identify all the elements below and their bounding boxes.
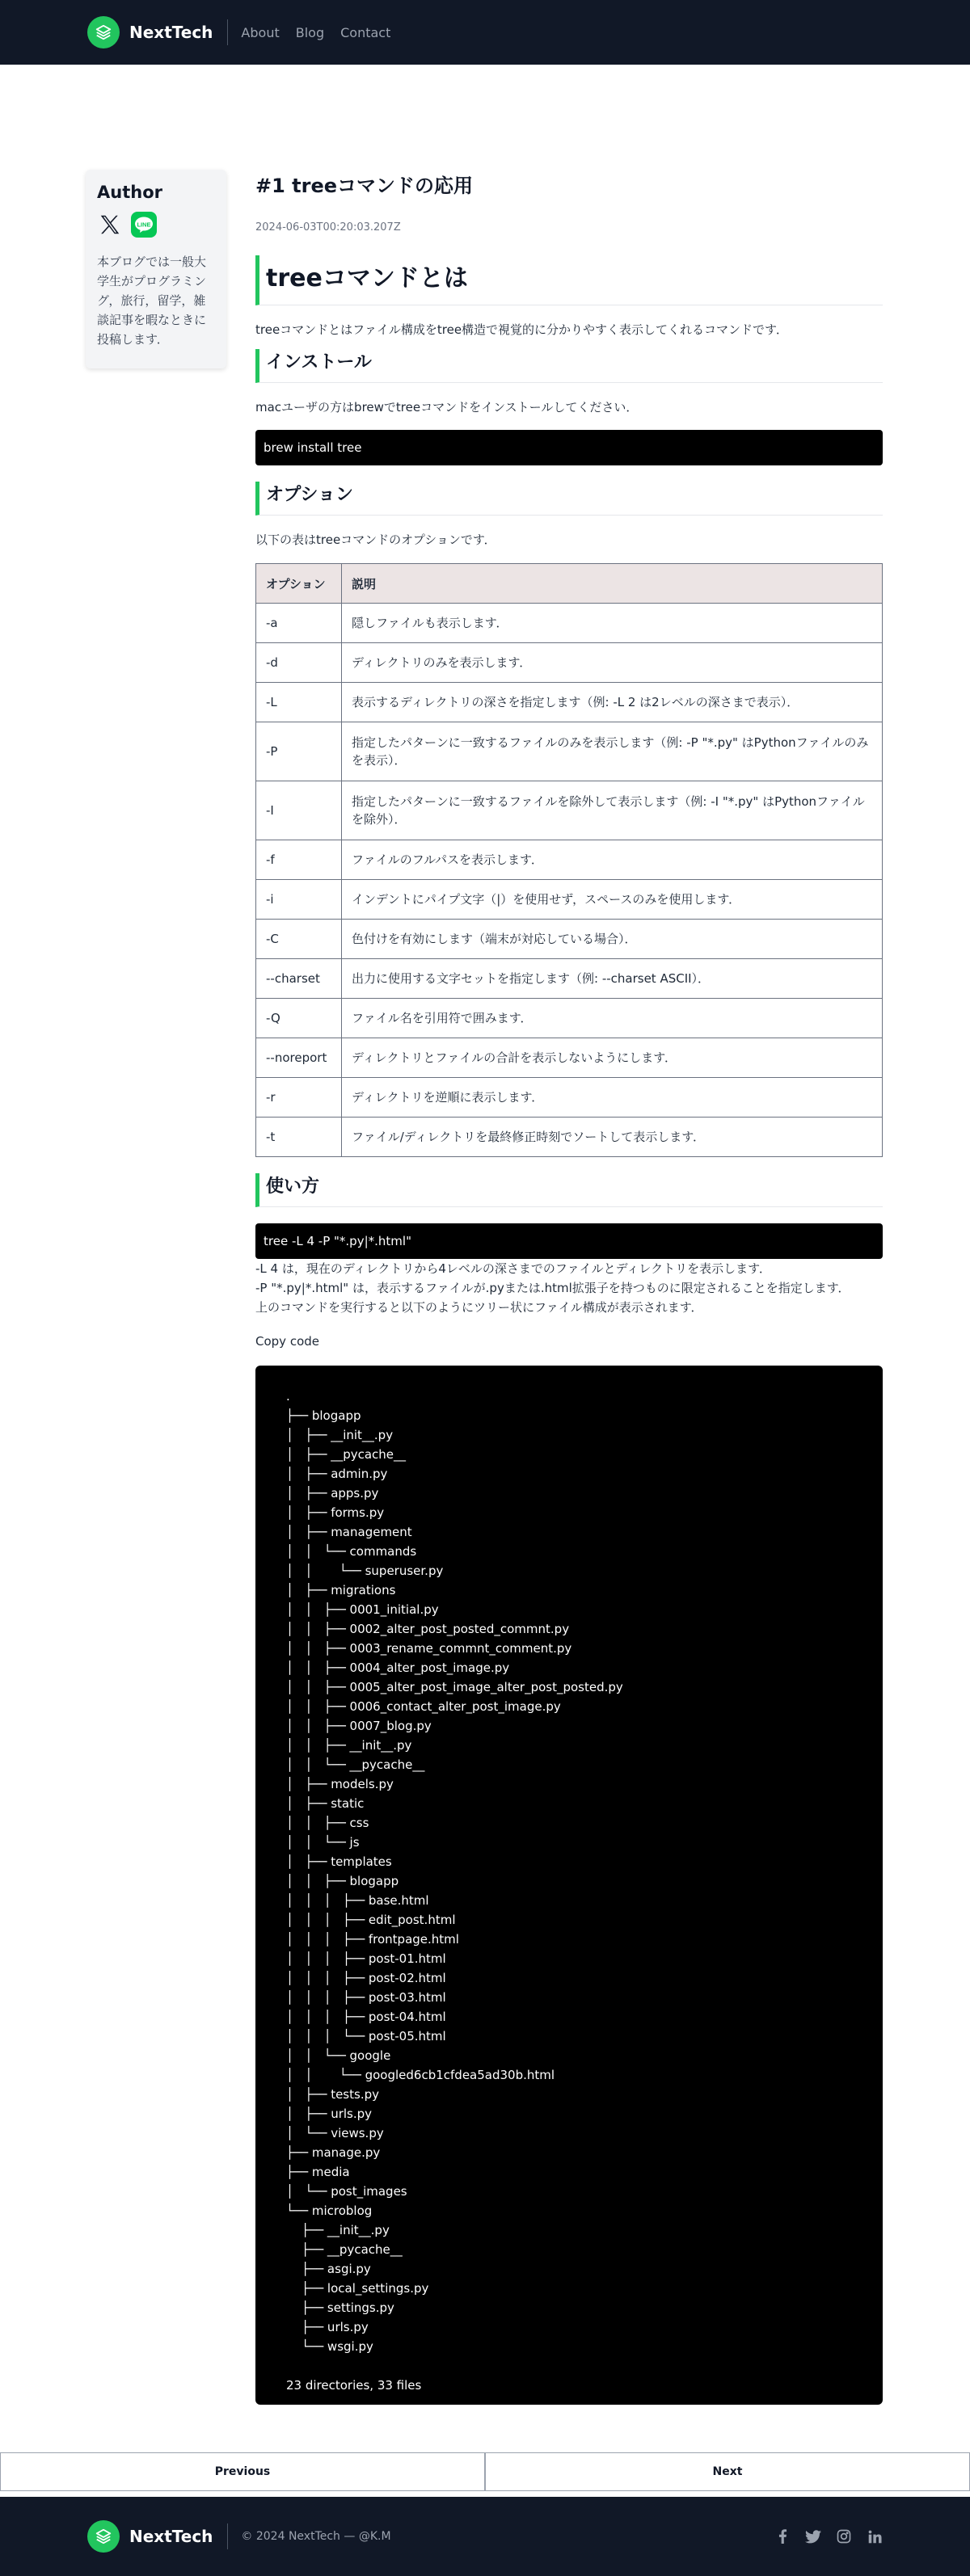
table-row	[256, 840, 883, 880]
tree-line: │ │ └── js	[286, 1835, 360, 1850]
tree-line: .	[286, 1389, 290, 1404]
tree-line: │ ├── urls.py	[286, 2107, 373, 2121]
tree-line: │ ├── tests.py	[286, 2087, 379, 2102]
tree-line: │ │ │ ├── edit_post.html	[286, 1913, 456, 1927]
options-table	[255, 563, 883, 1157]
option-cell: -I	[256, 781, 342, 840]
main-nav	[241, 25, 390, 40]
table-row	[256, 643, 883, 683]
tree-line: │ │ ├── 0004_alter_post_image.py	[286, 1661, 510, 1675]
twitter-icon[interactable]	[805, 2528, 821, 2544]
tree-line: ├── blogapp	[286, 1408, 361, 1423]
tree-line: │ │ │ ├── post-03.html	[286, 1990, 446, 2005]
tree-line: │ │ ├── 0003_rename_commnt_comment.py	[286, 1641, 572, 1656]
table-header-description: 説明	[342, 564, 883, 604]
usage-line: -P "*.py|*.html" は，表示するファイルが.pyまたは.html拡張子を持つものに限定されることを指定します．	[255, 1281, 850, 1295]
tree-line: │ ├── migrations	[286, 1583, 396, 1597]
usage-line: 上のコマンドを実行すると以下のようにツリー状にファイル構成が表示されます．	[255, 1300, 703, 1315]
tree-line: │ │ ├── css	[286, 1816, 369, 1830]
table-row	[256, 880, 883, 920]
tree-line: │ ├── static	[286, 1796, 365, 1811]
tree-line: │ ├── apps.py	[286, 1486, 379, 1501]
tree-line: │ │ └── google	[286, 2048, 391, 2063]
description-cell: ディレクトリとファイルの合計を表示しないようにします．	[342, 1038, 883, 1078]
table-row	[256, 722, 883, 781]
tree-line: │ └── views.py	[286, 2126, 384, 2140]
tree-line: │ │ ├── 0007_blog.py	[286, 1719, 432, 1733]
description-cell: 出力に使用する文字セットを指定します（例: --charset ASCII）．	[342, 959, 883, 999]
tree-line: ├── media	[286, 2165, 350, 2179]
instagram-icon[interactable]	[836, 2528, 852, 2544]
footer-brand-name: NextTech	[129, 2527, 213, 2546]
previous-button[interactable]: Previous	[0, 2452, 485, 2491]
author-title: Author	[97, 183, 162, 202]
tree-line: └── microblog	[286, 2203, 373, 2218]
next-button[interactable]: Next	[485, 2452, 970, 2491]
tree-line: │ │ │ └── post-05.html	[286, 2029, 446, 2044]
tree-line: │ │ │ ├── post-02.html	[286, 1971, 446, 1985]
footer-copyright: © 2024 NextTech — @K.M	[241, 2530, 391, 2543]
tree-line: ├── asgi.py	[286, 2262, 371, 2276]
table-row	[256, 1118, 883, 1157]
option-cell: -d	[256, 643, 342, 683]
description-cell: 指定したパターンに一致するファイルのみを表示します（例: -P "*.py" はPythonファイルのみを表示）．	[342, 722, 883, 781]
tree-summary: 23 directories, 33 files	[286, 2378, 422, 2393]
tree-line: │ │ └── commands	[286, 1544, 417, 1559]
post-title: #1 treeコマンドの応用	[255, 175, 474, 197]
site-footer	[0, 2497, 970, 2576]
tree-line: │ ├── management	[286, 1525, 412, 1539]
option-cell: -a	[256, 604, 342, 643]
tree-line: │ │ ├── 0002_alter_post_posted_commnt.py	[286, 1622, 570, 1636]
section-text-install: macユーザの方はbrewでtreeコマンドをインストールしてください．	[255, 400, 639, 415]
tree-line: │ │ │ ├── post-01.html	[286, 1951, 446, 1966]
tree-line: │ │ └── superuser.py	[286, 1564, 444, 1578]
table-row	[256, 683, 883, 722]
footer-divider	[227, 2523, 228, 2549]
option-cell: --noreport	[256, 1038, 342, 1078]
table-row	[256, 999, 883, 1038]
option-cell: -f	[256, 840, 342, 880]
description-cell: ディレクトリのみを表示します．	[342, 643, 883, 683]
description-cell: インデントにパイプ文字（|）を使用せず，スペースのみを使用します．	[342, 880, 883, 920]
option-cell: -r	[256, 1078, 342, 1118]
option-cell: -P	[256, 722, 342, 781]
tree-line: ├── __pycache__	[286, 2242, 403, 2257]
nav-link-contact[interactable]: Contact	[340, 24, 391, 40]
layers-logo-icon	[87, 16, 120, 48]
option-cell: -Q	[256, 999, 342, 1038]
tree-line: │ │ └── __pycache__	[286, 1757, 425, 1772]
code-install: brew install tree	[255, 430, 883, 465]
tree-line: │ │ ├── 0001_initial.py	[286, 1602, 439, 1617]
tree-line: │ │ ├── 0006_contact_alter_post_image.py	[286, 1699, 561, 1714]
tree-output	[255, 1366, 883, 2405]
tree-line: │ │ ├── blogapp	[286, 1874, 399, 1888]
description-cell: ファイル/ディレクトリを最終修正時刻でソートして表示します．	[342, 1118, 883, 1157]
page-body	[0, 65, 970, 2546]
option-cell: -t	[256, 1118, 342, 1157]
usage-line: -L 4 は，現在のディレクトリから4レベルの深さまでのファイルとディレクトリを表示します．	[255, 1261, 771, 1276]
description-cell: 指定したパターンに一致するファイルを除外して表示します（例: -I "*.py" はPythonファイルを除外）．	[342, 781, 883, 840]
section-text-options: 以下の表はtreeコマンドのオプションです．	[255, 532, 496, 547]
table-row	[256, 1078, 883, 1118]
site-header	[0, 0, 970, 65]
tree-line: │ │ ├── __init__.py	[286, 1738, 412, 1753]
tree-line: │ ├── templates	[286, 1854, 392, 1869]
tree-line: ├── urls.py	[286, 2320, 369, 2334]
footer-brand[interactable]	[87, 2520, 213, 2553]
svg-text:LINE: LINE	[137, 221, 151, 229]
description-cell: 表示するディレクトリの深さを指定します（例: -L 2 は2レベルの深さまで表示）．	[342, 683, 883, 722]
section-heading-usage: 使い方	[255, 1173, 883, 1207]
author-card	[86, 170, 226, 368]
brand[interactable]	[87, 16, 213, 48]
post-content	[255, 170, 883, 2405]
tree-line: │ ├── __init__.py	[286, 1428, 394, 1442]
code-usage: tree -L 4 -P "*.py|*.html"	[255, 1223, 883, 1259]
line-icon[interactable]	[131, 212, 157, 238]
description-cell: ディレクトリを逆順に表示します．	[342, 1078, 883, 1118]
option-cell: --charset	[256, 959, 342, 999]
brand-name: NextTech	[129, 23, 213, 42]
post-date: 2024-06-03T00:20:03.207Z	[255, 221, 401, 234]
tree-line: │ └── post_images	[286, 2184, 407, 2199]
layers-logo-icon	[87, 2520, 120, 2553]
table-row	[256, 920, 883, 959]
table-row	[256, 604, 883, 643]
table-row	[256, 781, 883, 840]
option-cell: -C	[256, 920, 342, 959]
option-cell: -i	[256, 880, 342, 920]
x-icon[interactable]	[97, 212, 123, 238]
tree-line: │ │ ├── 0005_alter_post_image_alter_post_posted.py	[286, 1680, 623, 1694]
author-social-links	[97, 212, 215, 238]
tree-line: ├── manage.py	[286, 2145, 381, 2160]
linkedin-icon[interactable]	[867, 2528, 883, 2544]
tree-line: │ ├── forms.py	[286, 1505, 385, 1520]
section-text-tree: treeコマンドとはファイル構成をtree構造で視覚的に分かりやすく表示してくれるコマンドです．	[255, 322, 788, 337]
facebook-icon[interactable]	[774, 2528, 791, 2544]
table-row	[256, 1038, 883, 1078]
tree-line: ├── __init__.py	[286, 2223, 390, 2237]
tree-line: ├── local_settings.py	[286, 2281, 429, 2296]
pagination	[0, 2452, 970, 2491]
author-bio: 本ブログでは一般大学生がプログラミング，旅行，留学，雑談記事を暇なときに投稿します．	[97, 255, 207, 347]
description-cell: 隠しファイルも表示します．	[342, 604, 883, 643]
nav-link-blog[interactable]: Blog	[295, 24, 325, 40]
description-cell: 色付けを有効にします（端末が対応している場合）．	[342, 920, 883, 959]
section-heading-tree: treeコマンドとは	[255, 255, 883, 305]
footer-social-links	[774, 2497, 883, 2576]
option-cell: -L	[256, 683, 342, 722]
copy-code-link[interactable]: Copy code	[255, 1334, 319, 1349]
tree-line: ├── settings.py	[286, 2300, 394, 2315]
tree-line: │ │ │ ├── base.html	[286, 1893, 429, 1908]
nav-link-about[interactable]: About	[241, 24, 280, 40]
table-row	[256, 959, 883, 999]
section-heading-options: オプション	[255, 482, 883, 516]
tree-line: │ ├── __pycache__	[286, 1447, 407, 1462]
tree-line: │ ├── models.py	[286, 1777, 394, 1791]
tree-line: │ │ │ ├── post-04.html	[286, 2010, 446, 2024]
table-header-option: オプション	[256, 564, 342, 604]
table-header-row	[256, 564, 883, 604]
tree-line: │ ├── admin.py	[286, 1467, 388, 1481]
section-heading-install: インストール	[255, 349, 883, 383]
tree-line: │ │ └── googled6cb1cfdea5ad30b.html	[286, 2068, 555, 2082]
description-cell: ファイル名を引用符で囲みます．	[342, 999, 883, 1038]
tree-line: │ │ │ ├── frontpage.html	[286, 1932, 459, 1947]
tree-lines	[286, 1387, 883, 2356]
nav-divider	[227, 19, 228, 45]
description-cell: ファイルのフルパスを表示します．	[342, 840, 883, 880]
tree-line: └── wsgi.py	[286, 2339, 373, 2354]
